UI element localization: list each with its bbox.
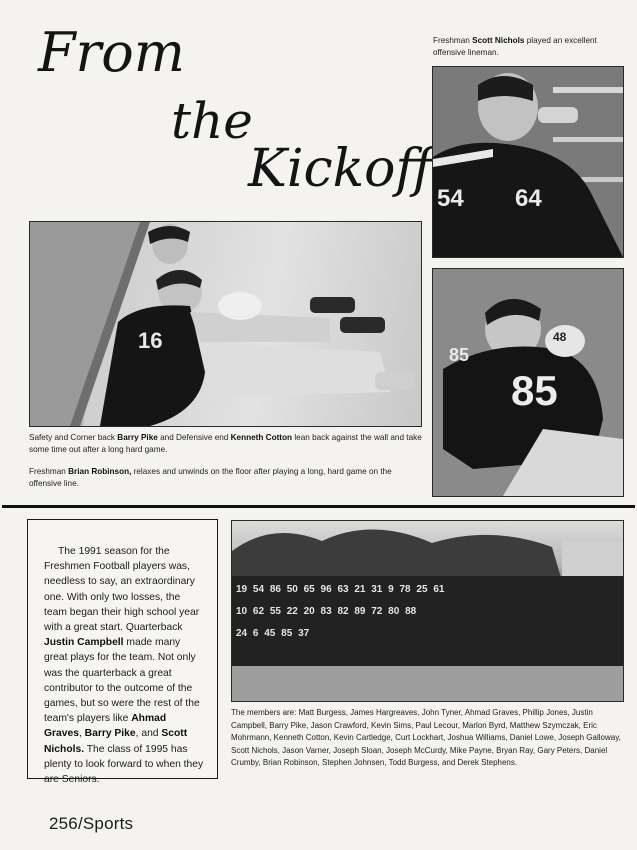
jersey-number: 72 xyxy=(371,606,383,617)
jersey-number: 22 xyxy=(286,606,298,617)
jersey-number: 19 xyxy=(236,584,248,595)
jersey-number: 6 xyxy=(252,628,259,639)
jersey-number: 61 xyxy=(433,584,445,595)
headline-kickoff: Kickoff xyxy=(248,139,433,199)
jersey-number: 21 xyxy=(354,584,366,595)
jersey-number: 80 xyxy=(388,606,400,617)
jersey-number: 9 xyxy=(388,584,394,595)
jersey-number: 89 xyxy=(354,606,366,617)
jersey-number: 78 xyxy=(399,584,411,595)
jersey-number: 37 xyxy=(298,628,310,639)
jersey-number: 62 xyxy=(252,606,265,617)
jersey-number: 88 xyxy=(405,606,417,617)
jersey-number: 50 xyxy=(286,584,298,595)
floor-photo-caption: Freshman Brian Robinson, relaxes and unwinds on the floor after playing a long, hard game on the offensive line. xyxy=(29,467,392,488)
team-members-caption: The members are: Matt Burgess, James Hargreaves, John Tyner, Ahmad Graves, Phillip Jones, Justin Campbell, Barry Pike, Jason Crawford, Kevin Sims, Paul Lecour, Marlon Byrd, Matthew Szymczak, Eric Mohrmann, Kenneth Cotton, Kevin Cartledge, Curt Lockhart, Joshua Williams, Daniel Lowe, Joseph Galloway, Scott Nichols, Jason Varner, Joseph Sloan, Joseph McCurdy, Mike Payne, Bryan Ray, Gary Peters, Daniel Crumby, Brian Robinson, Stephen Johnsen, Todd Burgess, and Derek Stephens. xyxy=(231,708,621,768)
section-divider xyxy=(2,505,635,508)
team-jersey-row xyxy=(236,579,620,645)
jersey-number: 85 xyxy=(449,345,470,365)
jersey-number: 25 xyxy=(416,584,428,595)
page-folio: 256/Sports xyxy=(49,814,134,833)
photo-player-floor xyxy=(432,268,624,497)
jersey-number: 45 xyxy=(264,628,276,639)
jersey-number: 64 xyxy=(515,185,542,212)
jersey-number: 83 xyxy=(320,606,332,617)
jersey-number: 82 xyxy=(337,606,349,617)
jersey-number: 85 xyxy=(511,367,558,414)
jersey-number: 20 xyxy=(303,606,315,617)
photo-players-wall xyxy=(29,221,422,427)
jersey-number: 31 xyxy=(371,584,383,595)
jersey-number: 63 xyxy=(337,584,349,595)
jersey-number: 16 xyxy=(138,328,163,353)
jersey-number: 54 xyxy=(252,584,265,595)
photo-team xyxy=(231,520,624,702)
jersey-number: 10 xyxy=(236,606,248,617)
jersey-number: 24 xyxy=(236,628,248,639)
helmet-number: 48 xyxy=(553,330,567,344)
story-text: The 1991 season for the Freshmen Football players was, needless to say, an extraordinary one. With only two losses, the team began their high school year with a great start. Quarterback Justin Campbell made many great plays for the team. Not only was the quarterback a great contributor to the outcome of the games, but so were the rest of the team's players like Ahmad Graves, Barry Pike, and Scott Nichols. The class of 1995 has plenty to look forward to when they are Seniors. xyxy=(44,546,204,786)
wall-photo-caption: Safety and Corner back Barry Pike and Defensive end Kenneth Cotton lean back against the wall and take some time out after a long hard game. xyxy=(29,433,422,454)
jersey-number: 54 xyxy=(437,185,464,212)
headline-the: the xyxy=(171,92,253,150)
jersey-number: 65 xyxy=(303,584,315,595)
jersey-number: 55 xyxy=(269,606,281,617)
jersey-number: 86 xyxy=(269,584,281,595)
story-box xyxy=(27,519,218,786)
jersey-number: 85 xyxy=(281,628,293,639)
photo-player-drinking xyxy=(432,66,624,258)
top-right-caption: Freshman Scott Nichols played an excellent offensive lineman. xyxy=(433,36,597,57)
headline-from: From xyxy=(38,21,185,84)
jersey-number: 96 xyxy=(320,584,332,595)
